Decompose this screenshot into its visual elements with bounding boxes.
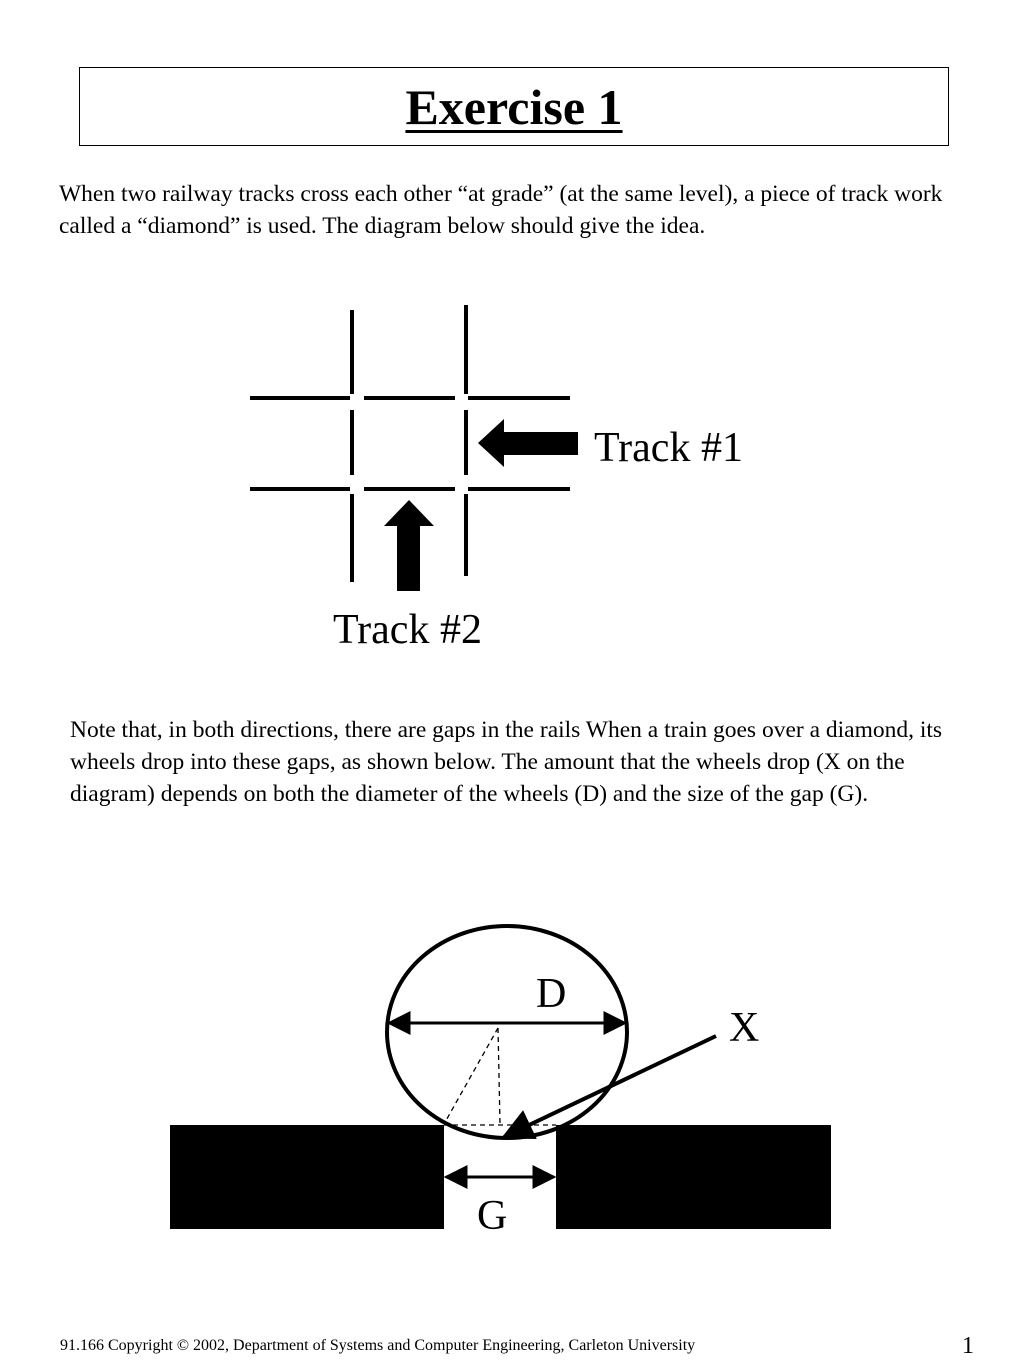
drop-label: X — [729, 1005, 760, 1051]
wheel-diagram — [170, 926, 831, 1239]
drop-pointer-arrow — [504, 1036, 716, 1137]
page-number: 1 — [962, 1333, 974, 1359]
right-rail-block — [556, 1125, 831, 1229]
track2-label: Track #2 — [333, 607, 482, 653]
track2-arrow-icon — [384, 500, 434, 591]
page-title: Exercise 1 — [405, 78, 623, 135]
note-paragraph: Note that, in both directions, there are gaps in the rails When a train goes over a diamond, its wheels drop into these gaps, as shown below. The amount that the wheels drop (X on the diagram) depends on both the diameter of the wheels (D) and the size of the gap (G). — [70, 717, 943, 807]
left-rail-block — [170, 1125, 444, 1229]
intro-paragraph: When two railway tracks cross each other “at grade” (at the same level), a piece of track work called a “diamond” is used. The diagram below should give the idea. — [59, 181, 943, 239]
construction-lines — [444, 1028, 556, 1125]
track1-arrow-icon — [478, 419, 578, 467]
track1-label: Track #1 — [594, 425, 743, 471]
wheel-circle — [387, 926, 627, 1138]
diameter-label: D — [536, 971, 567, 1017]
gap-label: G — [477, 1193, 508, 1239]
footer-copyright: 91.166 Copyright © 2002, Department of Systems and Computer Engineering, Carleton University — [60, 1337, 696, 1354]
